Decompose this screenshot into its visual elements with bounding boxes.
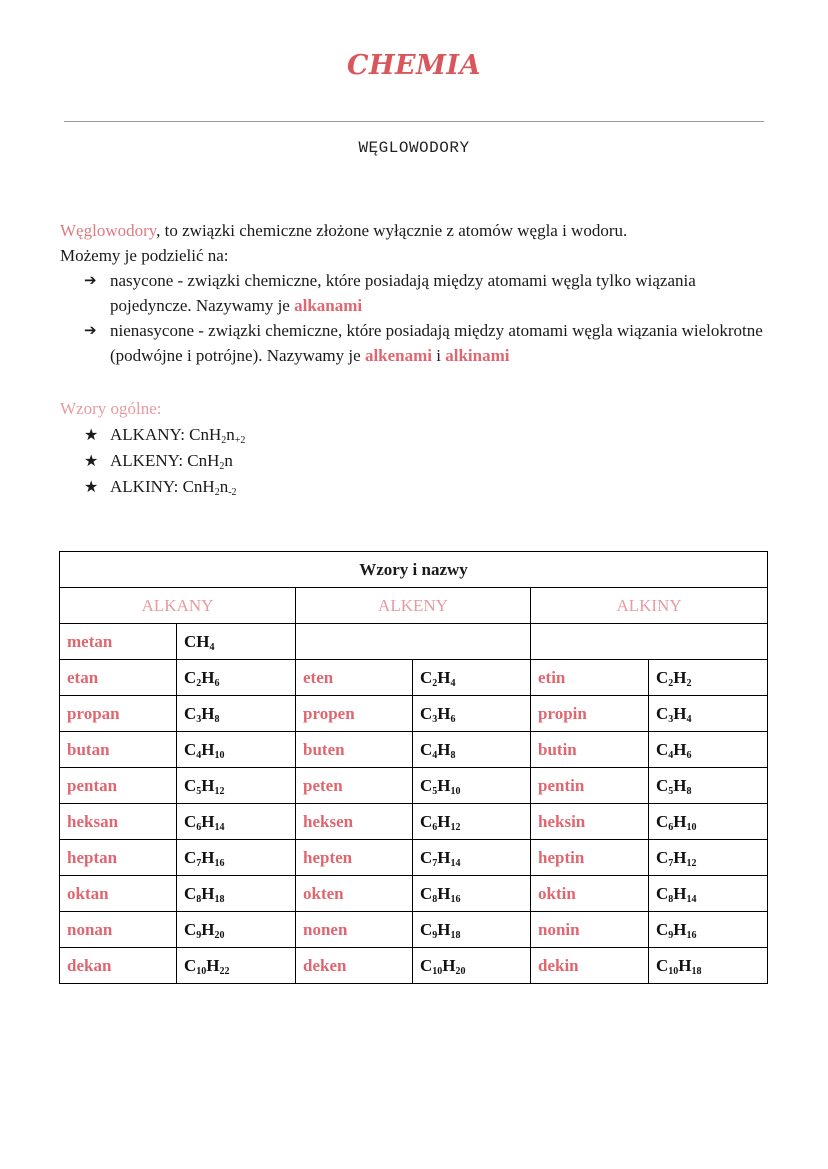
alkan-formula-cell [177,768,296,804]
alkin-name-cell: nonin [531,912,649,948]
formula-carbon: C [420,739,433,759]
formula-hydrogen: H [673,739,687,759]
empty-cell [531,624,768,660]
formula-carbon: C [184,775,197,795]
formula-carbon-count: 6 [668,821,674,833]
alkan-formula-cell [177,732,296,768]
alken-formula-cell [413,948,531,984]
group-header-alkiny: ALKINY [531,588,768,624]
alken-name-cell: hepten [296,840,413,876]
alkin-formula-cell [649,804,768,840]
arrow-icon: ➔ [84,321,97,339]
table-row [60,876,768,912]
formula-carbon: C [184,847,197,867]
formula-carbon: C [184,811,197,831]
alkan-name-cell: metan [60,624,177,660]
alkin-formula-cell [649,696,768,732]
item-highlight: alkenami [364,346,432,365]
alken-name-cell: nonen [296,912,413,948]
formula-carbon: C [656,775,669,795]
formula-hydrogen-count: 8 [450,749,456,761]
alkan-name-cell: propan [60,696,177,732]
formula-carbon-count: 10 [432,965,443,977]
star-icon: ★ [84,425,99,444]
arrow-icon: ➔ [84,271,97,289]
formula-carbon-count: 5 [196,785,202,797]
formula-carbon-count: 9 [668,929,674,941]
formula-hydrogen: H [206,955,220,975]
formula-carbon-count: 7 [668,857,674,869]
table-row [60,696,768,732]
alkan-formula-cell [177,948,296,984]
category-list [60,268,780,368]
alkin-formula-cell [649,876,768,912]
formula-hydrogen-count: 20 [455,965,466,977]
item-connector: i [432,346,446,365]
formula-carbon-count: 2 [196,677,202,689]
formulas-heading: Wzory ogólne: [60,399,162,418]
formula-carbon: C [420,883,433,903]
alkan-formula-cell [177,876,296,912]
formula-carbon: C [656,811,669,831]
formula-carbon-count: 2 [668,677,674,689]
item-highlight: alkanami [294,296,363,315]
formula-carbon: C [184,667,197,687]
group-header-alkany: ALKANY [60,588,296,624]
formula-carbon: C [184,883,197,903]
alkan-name-cell: heptan [60,840,177,876]
formula-carbon-count: 4 [668,749,674,761]
formula-hydrogen-count: 6 [450,713,456,725]
formula-carbon: C [420,919,433,939]
formula-carbon: C [420,703,433,723]
alkin-name-cell: pentin [531,768,649,804]
alkin-name-cell: propin [531,696,649,732]
formula-carbon: C [420,847,433,867]
table-row [60,948,768,984]
formula-carbon-count: 7 [432,857,438,869]
formula-carbon: C [656,703,669,723]
alkin-name-cell: butin [531,732,649,768]
alken-formula-cell [413,912,531,948]
table-row [60,804,768,840]
formula-hydrogen-count: 2 [686,677,692,689]
alkan-formula-cell [177,624,296,660]
formula-hydrogen: H [201,811,215,831]
formula-carbon: C [656,847,669,867]
alkin-formula-cell [649,948,768,984]
alkan-name-cell: butan [60,732,177,768]
formula-hydrogen-count: 10 [214,749,225,761]
formula-carbon: C [184,955,197,975]
formula-hydrogen: H [673,883,687,903]
alken-formula-cell [413,732,531,768]
formula-carbon-count: 8 [196,893,202,905]
formula-carbon-count: 2 [432,677,438,689]
alkin-formula-cell [649,768,768,804]
formula-hydrogen: H [201,883,215,903]
formula-hydrogen: H [196,631,210,651]
formula-carbon: C [184,919,197,939]
formula-hydrogen: H [201,703,215,723]
alkan-name-cell: heksan [60,804,177,840]
formula-carbon-count: 9 [432,929,438,941]
alkin-formula-cell [649,840,768,876]
alken-name-cell: deken [296,948,413,984]
star-icon: ★ [84,477,99,496]
formula-carbon-count: 6 [432,821,438,833]
alkan-formula-cell [177,804,296,840]
formula-carbon-count: 9 [196,929,202,941]
formula-carbon: C [420,955,433,975]
alkan-name-cell: pentan [60,768,177,804]
formulas-table [59,551,768,984]
alken-formula-cell [413,660,531,696]
alken-formula-cell [413,804,531,840]
formula-hydrogen-count: 20 [214,929,225,941]
alkin-name-cell: heksin [531,804,649,840]
table-row [60,768,768,804]
divide-line: Możemy je podzielić na: [60,246,229,265]
table-row [60,732,768,768]
formula-carbon-count: 7 [196,857,202,869]
formula-carbon: C [184,631,197,651]
empty-cell [296,624,531,660]
formula-hydrogen-count: 4 [686,713,692,725]
list-item: ★ ALKENY: CnH$_2$n [84,448,760,474]
formula-hydrogen: H [673,847,687,867]
alkan-name-cell: dekan [60,948,177,984]
formula-hydrogen-count: 18 [691,965,702,977]
formula-hydrogen: H [442,955,456,975]
alkin-name-cell: etin [531,660,649,696]
formula-hydrogen: H [201,847,215,867]
alkin-formula-cell [649,912,768,948]
alken-name-cell: buten [296,732,413,768]
formula-carbon-count: 6 [196,821,202,833]
table-row [60,624,768,660]
formulas-list [60,422,760,500]
formula-hydrogen-count: 8 [214,713,220,725]
formula-hydrogen: H [437,847,451,867]
table-row [60,912,768,948]
formula-hydrogen: H [437,919,451,939]
alkan-formula-cell [177,660,296,696]
formula-carbon: C [420,775,433,795]
formula-hydrogen-count: 18 [214,893,225,905]
alken-name-cell: eten [296,660,413,696]
formula-carbon-count: 8 [432,893,438,905]
star-icon: ★ [84,451,99,470]
formula-hydrogen: H [678,955,692,975]
formula-hydrogen-count: 12 [686,857,697,869]
formula-hydrogen: H [437,703,451,723]
formula-hydrogen: H [437,811,451,831]
formula-hydrogen: H [437,739,451,759]
formula-hydrogen: H [673,667,687,687]
formula-hydrogen: H [201,919,215,939]
item-text: nasycone - związki chemiczne, które posiadają między atomami węgla tylko wiązania pojedyncze. Nazywamy je [110,271,696,315]
formula-hydrogen: H [673,811,687,831]
formula-hydrogen: H [437,883,451,903]
alkan-name-cell: oktan [60,876,177,912]
intro-section [60,218,780,368]
formula-hydrogen: H [673,775,687,795]
item-highlight: alkinami [445,346,510,365]
alken-formula-cell [413,876,531,912]
alken-formula-cell [413,768,531,804]
alken-name-cell: okten [296,876,413,912]
formula-hydrogen: H [437,667,451,687]
formula-carbon: C [184,703,197,723]
alkin-name-cell: oktin [531,876,649,912]
formula-hydrogen: H [201,739,215,759]
alkin-name-cell: dekin [531,948,649,984]
table-row [60,840,768,876]
formula-hydrogen: H [673,703,687,723]
term-highlight: Węglowodory [60,221,157,240]
alkan-formula-cell [177,912,296,948]
formula-carbon: C [656,883,669,903]
page-title: CHEMIA [346,50,482,81]
formula-carbon-count: 10 [668,965,679,977]
definition-line [60,218,780,243]
formula-carbon-count: 3 [196,713,202,725]
alken-name-cell: heksen [296,804,413,840]
alkin-formula-cell [649,660,768,696]
formula-carbon-count: 5 [432,785,438,797]
formula-carbon: C [656,739,669,759]
alken-name-cell: peten [296,768,413,804]
group-header-alkeny: ALKENY [296,588,531,624]
table-body [60,624,768,984]
formula-hydrogen-count: 12 [450,821,461,833]
formula-carbon-count: 4 [432,749,438,761]
alken-name-cell: propen [296,696,413,732]
list-item [84,318,780,368]
formula-hydrogen-count: 10 [450,785,461,797]
formula-carbon: C [184,739,197,759]
item-text: nienasycone - związki chemiczne, które posiadają między atomami węgla wiązania wielokrotne (podwójne i potrójne). Nazywamy je [110,321,763,365]
title-divider [64,121,764,122]
definition-text: , to związki chemiczne złożone wyłącznie z atomów węgla i wodoru. [156,221,628,240]
formula-hydrogen: H [201,667,215,687]
formula-hydrogen-count: 22 [219,965,230,977]
formula-hydrogen-count: 6 [686,749,692,761]
formula-hydrogen-count: 10 [686,821,697,833]
list-item [84,268,780,318]
formula-carbon-count: 8 [668,893,674,905]
formula-hydrogen-count: 6 [214,677,220,689]
alkin-name-cell: heptin [531,840,649,876]
formula-hydrogen-count: 14 [686,893,697,905]
alkan-name-cell: nonan [60,912,177,948]
alken-formula-cell [413,696,531,732]
alkan-name-cell: etan [60,660,177,696]
formula-hydrogen-count: 12 [214,785,225,797]
formula-hydrogen-count: 16 [450,893,461,905]
list-item: ★ ALKINY: $CnH_2n_{-2}$ [84,474,760,500]
formula-carbon: C [656,919,669,939]
table-row [60,660,768,696]
formula-carbon: C [656,667,669,687]
formula-hydrogen: H [437,775,451,795]
formula-hydrogen-count: 8 [686,785,692,797]
formula-hydrogen-count: 14 [450,857,461,869]
formula-hydrogen-count: 14 [214,821,225,833]
formula-hydrogen-count: 4 [209,641,215,653]
formula-carbon-count: 4 [196,749,202,761]
formula-hydrogen-count: 18 [450,929,461,941]
formula-hydrogen: H [673,919,687,939]
formula-hydrogen-count: 4 [450,677,456,689]
formula-carbon: C [656,955,669,975]
alkan-formula-cell [177,840,296,876]
alkin-formula-cell [649,732,768,768]
formula-carbon-count: 3 [432,713,438,725]
formula-carbon: C [420,667,433,687]
section-subtitle: WĘGLOWODORY [358,139,470,157]
formula-hydrogen: H [201,775,215,795]
alken-formula-cell [413,840,531,876]
formula-carbon-count: 10 [196,965,207,977]
formula-carbon-count: 3 [668,713,674,725]
list-item: ★ ALKANY: $CnH_2n_{+2}$ [84,422,760,448]
table-title: Wzory i nazwy [60,552,768,588]
formula-hydrogen-count: 16 [214,857,225,869]
formula-hydrogen-count: 16 [686,929,697,941]
general-formulas-section [60,396,760,500]
alkan-formula-cell [177,696,296,732]
formula-carbon: C [420,811,433,831]
formula-carbon-count: 5 [668,785,674,797]
